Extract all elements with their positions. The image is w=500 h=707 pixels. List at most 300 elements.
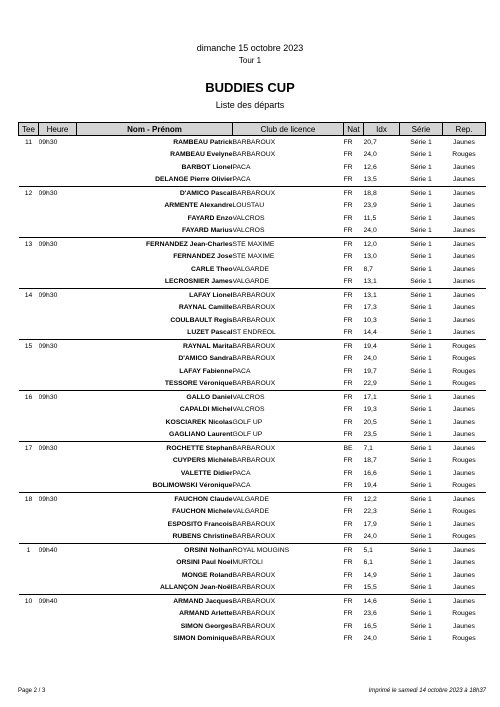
idx-cell: 8,7 (363, 265, 373, 273)
club-cell: BARBAROUX (232, 304, 276, 312)
tee-cell (19, 365, 39, 378)
time-cell (39, 582, 77, 595)
table-row (19, 506, 486, 519)
tee-cell (19, 608, 39, 621)
player-name: ORSINI Paul Noel (176, 559, 233, 567)
player-name: FAYARD Enzo (187, 214, 233, 222)
serie-cell: Série 1 (410, 584, 432, 592)
nat-cell: FR (343, 265, 353, 273)
player-name: LUZET Pascal (187, 329, 233, 337)
start-list-table (18, 122, 486, 645)
table-row (19, 174, 486, 187)
club-cell: PACA (232, 469, 251, 477)
nat-cell: FR (343, 571, 353, 579)
table-row (19, 455, 486, 468)
idx-cell: 16,5 (363, 622, 377, 630)
club-cell: VALGARDE (232, 508, 270, 516)
serie-cell: Série 1 (410, 431, 432, 439)
nat-cell: FR (344, 136, 364, 149)
idx-cell: 19,4 (363, 482, 377, 490)
nat-cell: FR (343, 622, 353, 630)
player-name: D'AMICO Pascal (77, 187, 233, 200)
idx-cell: 22,9 (363, 380, 377, 388)
tee-group (19, 289, 486, 340)
col-header-nat: Nat (344, 123, 364, 136)
club-cell: BARBAROUX (232, 380, 276, 388)
player-name: BOLIMOWSKI Véronique (152, 482, 233, 490)
time-cell (39, 327, 77, 340)
time-cell (39, 365, 77, 378)
serie-cell: Série 1 (400, 340, 443, 353)
rep-cell: Jaunes (453, 163, 475, 171)
nat-cell: FR (343, 253, 353, 261)
idx-cell: 17,3 (363, 304, 377, 312)
time-cell: 09h30 (39, 238, 77, 251)
tee-group (19, 187, 486, 238)
serie-cell: Série 1 (410, 151, 432, 159)
nat-cell: FR (343, 418, 353, 426)
idx-cell: 13,1 (363, 278, 377, 286)
serie-cell: Série 1 (410, 367, 432, 375)
club-cell: BARBAROUX (233, 136, 344, 149)
club-cell: BARBAROUX (232, 355, 276, 363)
tee-cell (19, 455, 39, 468)
time-cell (39, 276, 77, 289)
rep-cell: Jaunes (453, 329, 475, 337)
player-name: SIMON Georges (180, 622, 233, 630)
nat-cell: FR (343, 214, 353, 222)
club-cell: GOLF UP (232, 431, 263, 439)
tee-cell: 13 (19, 238, 39, 251)
serie-cell: Série 1 (410, 163, 432, 171)
table-row (19, 353, 486, 366)
tee-cell (19, 582, 39, 595)
serie-cell: Série 1 (410, 406, 432, 414)
nat-cell: FR (344, 493, 364, 506)
club-cell: BARBAROUX (232, 610, 276, 618)
serie-cell: Série 1 (410, 482, 432, 490)
tee-cell (19, 378, 39, 391)
table-row (19, 340, 486, 353)
table-row (19, 480, 486, 493)
time-cell (39, 518, 77, 531)
club-cell: BARBAROUX (232, 316, 276, 324)
table-row (19, 557, 486, 570)
idx-cell: 14,9 (363, 571, 377, 579)
tee-cell (19, 302, 39, 315)
club-cell: VALCROS (232, 406, 265, 414)
round-label: Tour 1 (238, 56, 262, 65)
player-name: RAMBEAU Evelyne (170, 151, 233, 159)
nat-cell: FR (343, 176, 353, 184)
nat-cell: FR (343, 406, 353, 414)
serie-cell: Série 1 (410, 622, 432, 630)
player-name: BARBOT Lionel (181, 163, 233, 171)
idx-cell: 24,0 (363, 355, 377, 363)
time-cell (39, 557, 77, 570)
serie-cell: Série 1 (400, 238, 443, 251)
col-header-tee: Tee (19, 123, 39, 136)
rep-cell: Jaunes (453, 622, 475, 630)
player-name: ESPOSITO Francois (167, 520, 233, 528)
idx-cell: 15,5 (363, 584, 377, 592)
player-name: SIMON Dominique (173, 635, 233, 643)
page-number: Page 2 / 3 (18, 688, 46, 694)
tee-cell: 11 (19, 136, 39, 149)
rep-cell: Rouges (452, 457, 476, 465)
player-name: RAYNAL Marita (77, 340, 233, 353)
time-cell: 09h40 (39, 544, 77, 557)
nat-cell: FR (343, 584, 353, 592)
rep-cell: Rouges (452, 635, 476, 643)
player-name: VALETTE Didier (180, 469, 233, 477)
time-cell (39, 480, 77, 493)
idx-cell: 18,7 (363, 457, 377, 465)
page-title: BUDDIES CUP (205, 80, 295, 95)
idx-cell: 12,2 (364, 493, 400, 506)
rep-cell: Jaunes (443, 391, 486, 404)
rep-cell: Rouges (452, 151, 476, 159)
serie-cell: Série 1 (400, 544, 443, 557)
tee-cell (19, 225, 39, 238)
club-cell: PACA (232, 176, 251, 184)
rep-cell: Jaunes (453, 406, 475, 414)
rep-cell: Rouges (443, 340, 486, 353)
club-cell: BARBAROUX (233, 442, 344, 455)
tee-cell (19, 467, 39, 480)
serie-cell: Série 1 (410, 418, 432, 426)
table-row (19, 404, 486, 417)
rep-cell: Jaunes (453, 253, 475, 261)
rep-cell: Jaunes (453, 202, 475, 210)
club-cell: LOUSTAU (232, 202, 265, 210)
serie-cell: Série 1 (410, 304, 432, 312)
idx-cell: 20,5 (363, 418, 377, 426)
table-row (19, 149, 486, 162)
nat-cell: BE (344, 442, 364, 455)
rep-cell: Jaunes (453, 469, 475, 477)
table-row (19, 314, 486, 327)
time-cell: 09h30 (39, 136, 77, 149)
tee-group (19, 340, 486, 391)
rep-cell: Jaunes (443, 544, 486, 557)
player-name: ARMENTE Alexandre (164, 202, 233, 210)
rep-cell: Jaunes (453, 559, 475, 567)
club-cell: BARBAROUX (233, 289, 344, 302)
idx-cell: 16,6 (363, 469, 377, 477)
serie-cell: Série 1 (410, 469, 432, 477)
club-cell: VALCROS (232, 227, 265, 235)
idx-cell: 12,6 (363, 163, 377, 171)
rep-cell: Jaunes (443, 187, 486, 200)
idx-cell: 17,9 (363, 520, 377, 528)
idx-cell: 24,0 (363, 151, 377, 159)
club-cell: STE MAXIME (233, 238, 344, 251)
time-cell (39, 467, 77, 480)
col-header-club: Club de licence (233, 123, 344, 136)
player-name: LECROSNIER James (164, 278, 233, 286)
time-cell (39, 263, 77, 276)
nat-cell: FR (343, 482, 353, 490)
table-row (19, 429, 486, 442)
col-header-name: Nom - Prénom (77, 123, 233, 136)
serie-cell: Série 1 (410, 610, 432, 618)
tee-cell (19, 276, 39, 289)
nat-cell: FR (344, 595, 364, 608)
idx-cell: 12,0 (364, 238, 400, 251)
club-cell: BARBAROUX (232, 635, 276, 643)
nat-cell: FR (343, 278, 353, 286)
time-cell (39, 416, 77, 429)
table-row (19, 544, 486, 557)
table-row (19, 276, 486, 289)
idx-cell: 19,4 (364, 340, 400, 353)
serie-cell: Série 1 (410, 176, 432, 184)
tee-cell (19, 416, 39, 429)
nat-cell: FR (343, 508, 353, 516)
serie-cell: Série 1 (410, 457, 432, 465)
serie-cell: Série 1 (410, 571, 432, 579)
tee-cell: 17 (19, 442, 39, 455)
idx-cell: 13,5 (363, 176, 377, 184)
club-cell: BARBAROUX (232, 151, 276, 159)
player-name: GAGLIANO Laurent (169, 431, 233, 439)
rep-cell: Jaunes (453, 584, 475, 592)
serie-cell: Série 1 (400, 289, 443, 302)
idx-cell: 17,1 (364, 391, 400, 404)
rep-cell: Rouges (452, 533, 476, 541)
time-cell: 09h30 (39, 442, 77, 455)
time-cell (39, 251, 77, 264)
serie-cell: Série 1 (410, 227, 432, 235)
nat-cell: FR (343, 355, 353, 363)
tee-group (19, 238, 486, 289)
rep-cell: Rouges (452, 508, 476, 516)
club-cell: BARBAROUX (232, 533, 276, 541)
tee-cell (19, 314, 39, 327)
idx-cell: 7,1 (364, 442, 400, 455)
table-row (19, 238, 486, 251)
idx-cell: 5,1 (364, 544, 400, 557)
nat-cell: FR (344, 187, 364, 200)
club-cell: ST ENDREOL (232, 329, 276, 337)
tee-cell: 14 (19, 289, 39, 302)
nat-cell: FR (344, 340, 364, 353)
player-name: FAUCHON Michele (172, 508, 233, 516)
serie-cell: Série 1 (410, 520, 432, 528)
nat-cell: FR (343, 431, 353, 439)
serie-cell: Série 1 (400, 136, 443, 149)
serie-cell: Série 1 (400, 595, 443, 608)
player-name: ALLANÇON Jean-Noël (159, 584, 233, 592)
rep-cell: Rouges (452, 482, 476, 490)
nat-cell: FR (344, 289, 364, 302)
serie-cell: Série 1 (410, 202, 432, 210)
nat-cell: FR (344, 391, 364, 404)
player-name: CAPALDI Michel (179, 406, 233, 414)
tee-cell (19, 149, 39, 162)
tee-cell (19, 531, 39, 544)
time-cell (39, 200, 77, 213)
serie-cell: Série 1 (410, 278, 432, 286)
time-cell: 09h30 (39, 187, 77, 200)
idx-cell: 14,6 (364, 595, 400, 608)
nat-cell: FR (343, 469, 353, 477)
tee-group (19, 595, 486, 646)
time-cell (39, 429, 77, 442)
tee-cell (19, 212, 39, 225)
rep-cell: Jaunes (453, 418, 475, 426)
serie-cell: Série 1 (410, 559, 432, 567)
time-cell (39, 506, 77, 519)
nat-cell: FR (343, 329, 353, 337)
nat-cell: FR (343, 304, 353, 312)
tee-group (19, 442, 486, 493)
idx-cell: 6,1 (363, 559, 373, 567)
time-cell: 09h30 (39, 493, 77, 506)
nat-cell: FR (343, 635, 353, 643)
nat-cell: FR (343, 202, 353, 210)
table-row (19, 608, 486, 621)
nat-cell: FR (343, 533, 353, 541)
rep-cell: Jaunes (453, 278, 475, 286)
time-cell (39, 314, 77, 327)
tee-cell (19, 200, 39, 213)
player-name: GALLO Daniel (77, 391, 233, 404)
club-cell: BARBAROUX (232, 622, 276, 630)
serie-cell: Série 1 (410, 355, 432, 363)
idx-cell: 23,5 (363, 431, 377, 439)
tee-cell: 15 (19, 340, 39, 353)
competition-date: dimanche 15 octobre 2023 (196, 43, 304, 53)
player-name: FERNANDEZ Jose (173, 253, 233, 261)
time-cell (39, 149, 77, 162)
rep-cell: Jaunes (453, 571, 475, 579)
tee-group (19, 493, 486, 544)
tee-cell (19, 353, 39, 366)
idx-cell: 14,4 (363, 329, 377, 337)
tee-cell (19, 620, 39, 633)
idx-cell: 19,3 (363, 406, 377, 414)
table-row (19, 200, 486, 213)
table-row (19, 633, 486, 646)
player-name: DELANGE Pierre Olivier (155, 176, 233, 184)
player-name: RAYNAL Camille (178, 304, 233, 312)
idx-cell: 22,3 (363, 508, 377, 516)
club-cell: BARBAROUX (232, 520, 276, 528)
table-row (19, 582, 486, 595)
table-row (19, 378, 486, 391)
tee-cell (19, 263, 39, 276)
time-cell (39, 531, 77, 544)
serie-cell: Série 1 (410, 635, 432, 643)
table-header (19, 123, 486, 136)
nat-cell: FR (343, 559, 353, 567)
tee-cell (19, 506, 39, 519)
table-row (19, 391, 486, 404)
club-cell: BARBAROUX (232, 571, 276, 579)
serie-cell: Série 1 (410, 329, 432, 337)
player-name: FAYARD Marius (182, 227, 233, 235)
serie-cell: Série 1 (410, 253, 432, 261)
idx-cell: 18,8 (364, 187, 400, 200)
nat-cell: FR (344, 544, 364, 557)
player-name: MONGE Roland (181, 571, 233, 579)
time-cell (39, 225, 77, 238)
tee-cell: 10 (19, 595, 39, 608)
time-cell (39, 378, 77, 391)
nat-cell: FR (343, 380, 353, 388)
serie-cell: Série 1 (410, 265, 432, 273)
table-row (19, 212, 486, 225)
serie-cell: Série 1 (400, 187, 443, 200)
rep-cell: Jaunes (443, 493, 486, 506)
time-cell (39, 569, 77, 582)
idx-cell: 24,0 (363, 227, 377, 235)
idx-cell: 13,1 (364, 289, 400, 302)
tee-group (19, 544, 486, 595)
tee-cell (19, 429, 39, 442)
time-cell (39, 620, 77, 633)
player-name: RAMBEAU Patrick (77, 136, 233, 149)
table-row (19, 302, 486, 315)
tee-cell: 12 (19, 187, 39, 200)
serie-cell: Série 1 (400, 493, 443, 506)
rep-cell: Jaunes (453, 431, 475, 439)
time-cell (39, 302, 77, 315)
club-cell: VALGARDE (233, 493, 344, 506)
table-row (19, 365, 486, 378)
nat-cell: FR (343, 457, 353, 465)
player-name: LAFAY Lionel (77, 289, 233, 302)
player-name: FAUCHON Claude (77, 493, 233, 506)
tee-cell (19, 569, 39, 582)
nat-cell: FR (343, 151, 353, 159)
club-cell: ROYAL MOUGINS (233, 544, 344, 557)
rep-cell: Rouges (452, 355, 476, 363)
rep-cell: Jaunes (453, 214, 475, 222)
player-name: ORSINI Nolhan (77, 544, 233, 557)
nat-cell: FR (343, 367, 353, 375)
time-cell: 09h40 (39, 595, 77, 608)
idx-cell: 10,3 (363, 316, 377, 324)
club-cell: BARBAROUX (233, 595, 344, 608)
rep-cell: Jaunes (443, 238, 486, 251)
nat-cell: FR (343, 316, 353, 324)
serie-cell: Série 1 (410, 316, 432, 324)
table-row (19, 620, 486, 633)
rep-cell: Jaunes (443, 442, 486, 455)
time-cell (39, 212, 77, 225)
club-cell: BARBAROUX (233, 340, 344, 353)
rep-cell: Jaunes (453, 316, 475, 324)
tee-cell: 18 (19, 493, 39, 506)
player-name: ARMAND Arlette (179, 610, 233, 618)
time-cell: 09h30 (39, 391, 77, 404)
idx-cell: 13,0 (363, 253, 377, 261)
idx-cell: 24,0 (363, 533, 377, 541)
tee-cell (19, 518, 39, 531)
rep-cell: Jaunes (443, 289, 486, 302)
time-cell (39, 608, 77, 621)
table-row (19, 289, 486, 302)
player-name: CUYPERS Michèle (172, 457, 233, 465)
table-row (19, 493, 486, 506)
club-cell: STE MAXIME (232, 253, 275, 261)
club-cell: MURTOLI (232, 559, 263, 567)
club-cell: BARBAROUX (233, 187, 344, 200)
table-row (19, 518, 486, 531)
